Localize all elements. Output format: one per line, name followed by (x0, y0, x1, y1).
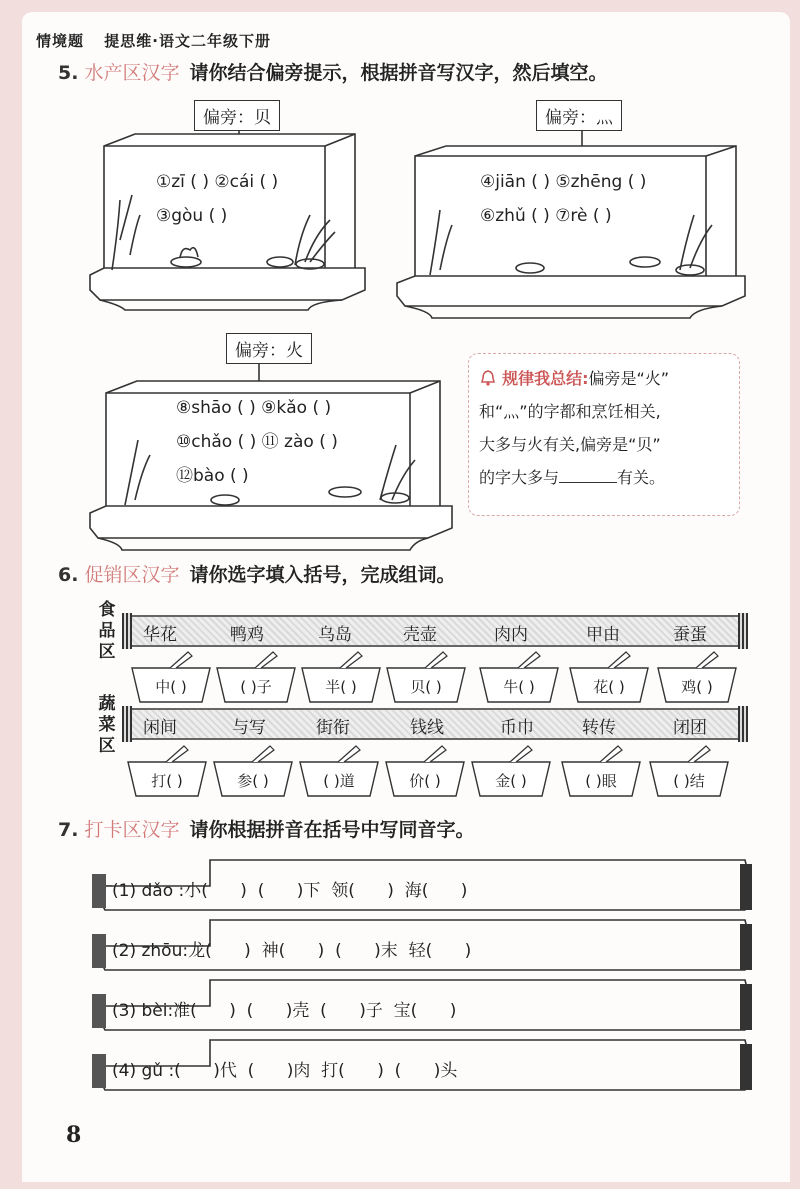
q7-row-1[interactable]: (1) dǎo :小( ) ( )下 领( ) 海( ) (112, 881, 468, 901)
tip-line-4b: 有关。 (617, 468, 666, 487)
veg-word-5: 币巾 (500, 718, 534, 738)
veg-word-4: 钱线 (410, 718, 444, 738)
tank-3-pinyin[interactable] (176, 391, 338, 493)
tank-2-line-2[interactable]: ⑥zhǔ ( ) ⑦rè ( ) (480, 206, 612, 226)
q5-instruction: 请你结合偏旁提示，根据拼音写汉字，然后填空。 (189, 62, 608, 84)
veg-basket-7[interactable]: ( )结 (673, 772, 705, 790)
tip-line-2: 和“灬”的字都和烹饪相关, (479, 402, 661, 421)
food-basket-4[interactable]: 贝( ) (410, 678, 442, 696)
food-word-3: 乌岛 (318, 625, 352, 645)
food-zone-label: 食 品 区 (98, 600, 116, 662)
tank-3-line-1[interactable]: ⑧shāo ( ) ⑨kǎo ( ) (176, 398, 332, 418)
food-word-5: 肉内 (494, 625, 528, 645)
veg-bar-right-cap (738, 706, 748, 742)
bell-icon (479, 369, 497, 387)
tip-line-4a: 的字大多与 (479, 468, 560, 487)
tank-3-line-2[interactable]: ⑩chǎo ( ) ⑪ zào ( ) (176, 432, 338, 452)
tank-1-line-1[interactable]: ①zī ( ) ②cái ( ) (156, 172, 279, 192)
q7-row-4[interactable]: (4) gǔ :( )代 ( )肉 打( ) ( )头 (112, 1061, 458, 1081)
tank-1-line-2[interactable]: ③gòu ( ) (156, 206, 228, 226)
tip-line-3: 大多与火有关,偏旁是“贝” (479, 435, 661, 454)
q7-row-3[interactable]: (3) bèi:准( ) ( )壳 ( )子 宝( ) (112, 1001, 457, 1021)
q6-topic: 促销区汉字 (84, 564, 180, 586)
q5-topic: 水产区汉字 (84, 62, 180, 84)
header-section: 情境题 (36, 32, 85, 50)
veg-word-7: 闭团 (673, 718, 707, 738)
q7-number: 7. (58, 819, 79, 841)
tip-title: 规律我总结: (502, 369, 589, 388)
veg-basket-4[interactable]: 价( ) (409, 772, 441, 790)
veg-zone-label: 蔬 菜 区 (98, 694, 116, 756)
tank-2-line-1[interactable]: ④jiān ( ) ⑤zhēng ( ) (480, 172, 647, 192)
veg-word-2: 与写 (232, 718, 266, 738)
tank-1-pinyin[interactable] (156, 165, 278, 233)
food-word-1: 华花 (143, 625, 177, 645)
tank-2-radical: 偏旁：灬 (536, 100, 622, 131)
q7-title (58, 815, 474, 842)
veg-basket-6[interactable]: ( )眼 (585, 772, 617, 790)
veg-basket-3[interactable]: ( )道 (323, 772, 355, 790)
tank-3-radical: 偏旁：火 (226, 333, 312, 364)
food-basket-2[interactable]: ( )子 (240, 678, 272, 696)
q7-topic: 打卡区汉字 (84, 819, 180, 841)
veg-basket-2[interactable]: 参( ) (237, 772, 269, 790)
q6-number: 6. (58, 564, 79, 586)
veg-basket-1[interactable]: 打( ) (151, 772, 183, 790)
q7-instruction: 请你根据拼音在括号中写同音字。 (189, 819, 475, 841)
food-basket-7[interactable]: 鸡( ) (681, 678, 713, 696)
food-word-7: 蚕蛋 (673, 625, 707, 645)
food-word-2: 鸭鸡 (230, 625, 264, 645)
q7-row-2[interactable]: (2) zhōu:龙( ) 神( ) ( )末 轻( ) (112, 941, 472, 961)
food-word-6: 甲由 (586, 625, 620, 645)
veg-bar-left-cap (122, 706, 132, 742)
tank-3-line-3[interactable]: ⑫bào ( ) (176, 466, 249, 486)
veg-word-1: 闲间 (143, 718, 177, 738)
q6-title (58, 560, 455, 587)
food-basket-5[interactable]: 牛( ) (503, 678, 535, 696)
veg-word-3: 街衔 (316, 718, 350, 738)
q6-instruction: 请你选字填入括号，完成组词。 (189, 564, 456, 586)
summary-tip-box (468, 353, 740, 516)
tank-2-pinyin[interactable] (480, 165, 646, 233)
food-basket-1[interactable]: 中( ) (155, 678, 187, 696)
veg-word-6: 转传 (582, 718, 616, 738)
food-basket-6[interactable]: 花( ) (593, 678, 625, 696)
q5-number: 5. (58, 62, 79, 84)
tip-answer-blank[interactable] (559, 482, 617, 483)
veg-basket-5[interactable]: 金( ) (495, 772, 527, 790)
food-word-4: 壳壶 (403, 625, 437, 645)
tip-line-1: 偏旁是“火” (588, 369, 670, 388)
tank-1-radical: 偏旁：贝 (194, 100, 280, 131)
page-number: 8 (66, 1122, 82, 1148)
food-basket-3[interactable]: 半( ) (325, 678, 357, 696)
header-book: 提思维·语文二年级下册 (104, 32, 271, 50)
